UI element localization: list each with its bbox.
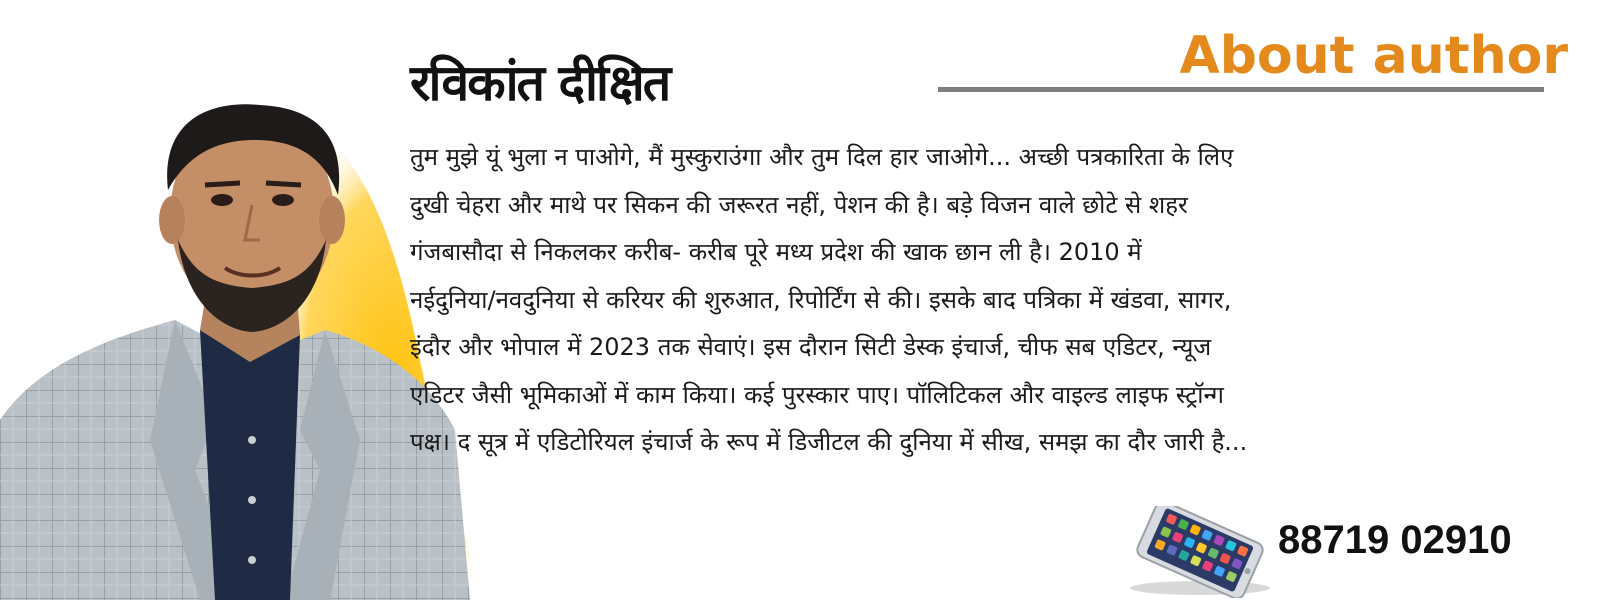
heading-divider <box>938 87 1544 92</box>
bio-line: दुखी चेहरा और माथे पर सिकन की जरूरत नहीं, पेशन की है। बड़े विजन वाले छोटे से शहर <box>410 190 1188 219</box>
author-bio <box>410 134 1555 467</box>
author-name: रविकांत दीक्षित <box>410 54 670 112</box>
bio-line: इंदौर और भोपाल में 2023 तक सेवाएं। इस दौरान सिटी डेस्क इंचार्ज, चीफ सब एडिटर, न्यूज <box>410 333 1212 361</box>
bio-line: पक्ष। द सूत्र में एडिटोरियल इंचार्ज के रूप में डिजीटल की दुनिया में सीख, समझ का दौर जारी है... <box>410 428 1248 456</box>
bio-line: तुम मुझे यूं भुला न पाओगे, मैं मुस्कुराउंगा और तुम दिल हार जाओगे... अच्छी पत्रकारिता के लिए <box>410 143 1234 171</box>
bio-line: गंजबासौदा से निकलकर करीब- करीब पूरे मध्य प्रदेश की खाक छान ली है। 2010 में <box>410 238 1142 266</box>
smartphone-icon <box>1120 506 1280 598</box>
bio-line: एडिटर जैसी भूमिकाओं में काम किया। कई पुरस्कार पाए। पॉलिटिकल और वाइल्ड लाइफ स्ट्रॉन्ग <box>410 380 1224 409</box>
section-heading: About author <box>1179 26 1568 86</box>
phone-number: 88719 02910 <box>1278 518 1512 562</box>
bio-line: नईदुनिया/नवदुनिया से करियर की शुरुआत, रिपोर्टिंग से की। इसके बाद पत्रिका में खंडवा, सागर, <box>410 285 1232 314</box>
